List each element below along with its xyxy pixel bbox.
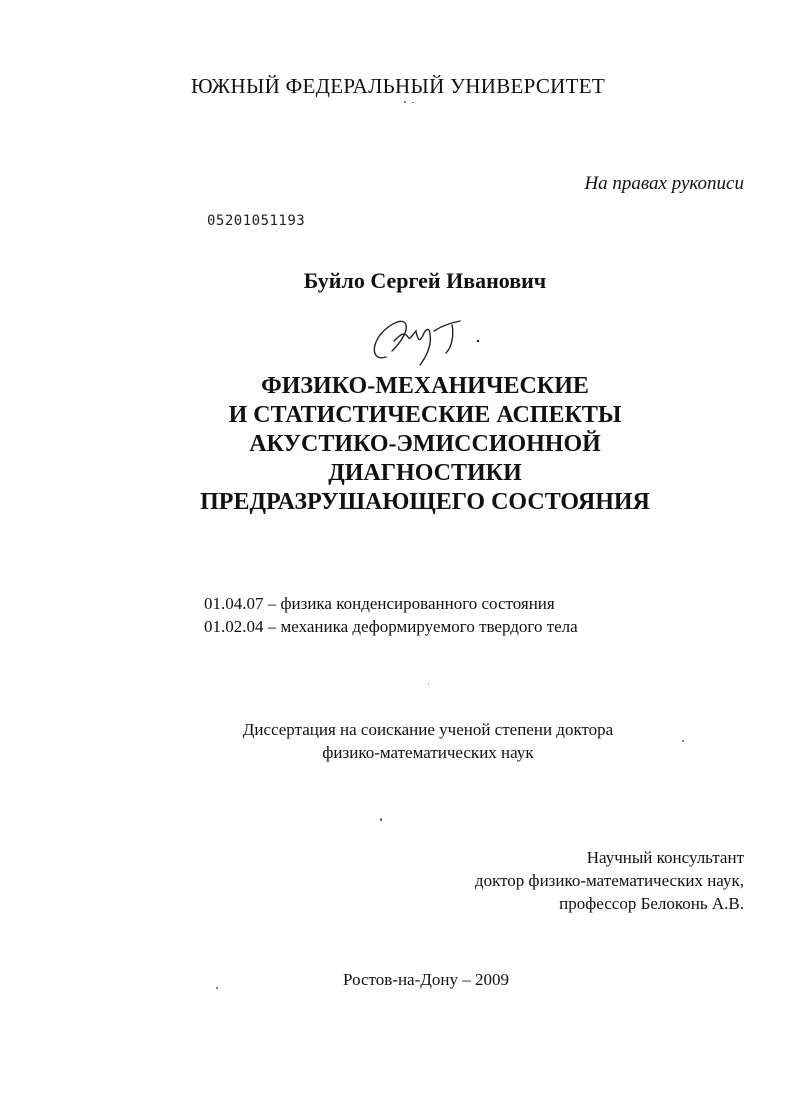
specialty-codes bbox=[204, 592, 578, 638]
consultant-line: доктор физико-математических наук, bbox=[474, 871, 744, 890]
title-line: ДИАГНОСТИКИ bbox=[328, 460, 522, 486]
specialty-line: 01.04.07 – физика конденсированного состояния bbox=[204, 594, 555, 613]
author-name: Буйло Сергей Иванович bbox=[303, 268, 547, 293]
scan-speck bbox=[412, 102, 414, 103]
title-line: ПРЕДРАЗРУШАЮЩЕГО СОСТОЯНИЯ bbox=[200, 489, 650, 515]
catalog-code: 05201051193 bbox=[207, 213, 306, 229]
scan-speck bbox=[404, 101, 406, 103]
title-line: ФИЗИКО-МЕХАНИЧЕСКИЕ bbox=[261, 373, 589, 399]
consultant-line: Научный консультант bbox=[586, 848, 744, 867]
university-name: ЮЖНЫЙ ФЕДЕРАЛЬНЫЙ УНИВЕРСИТЕТ bbox=[190, 74, 606, 98]
manuscript-rights-note: На правах рукописи bbox=[584, 173, 744, 194]
degree-statement bbox=[0, 718, 796, 764]
scan-speck bbox=[682, 740, 684, 742]
place-and-year: Ростов-на-Дону – 2009 bbox=[343, 970, 509, 989]
scan-speck bbox=[380, 818, 382, 821]
consultant-line: профессор Белоконь А.В. bbox=[559, 894, 744, 913]
degree-line: Диссертация на соискание ученой степени доктора bbox=[242, 720, 614, 739]
dissertation-title bbox=[0, 372, 796, 517]
scientific-consultant bbox=[475, 846, 744, 915]
degree-line: физико-математических наук bbox=[322, 743, 534, 762]
title-line: И СТАТИСТИЧЕСКИЕ АСПЕКТЫ bbox=[228, 402, 622, 428]
scan-speck bbox=[216, 987, 218, 989]
specialty-line: 01.02.04 – механика деформируемого твердого тела bbox=[204, 617, 578, 636]
title-line: АКУСТИКО-ЭМИССИОННОЙ bbox=[249, 431, 601, 457]
scan-speck bbox=[428, 684, 429, 685]
author-signature bbox=[360, 305, 510, 375]
